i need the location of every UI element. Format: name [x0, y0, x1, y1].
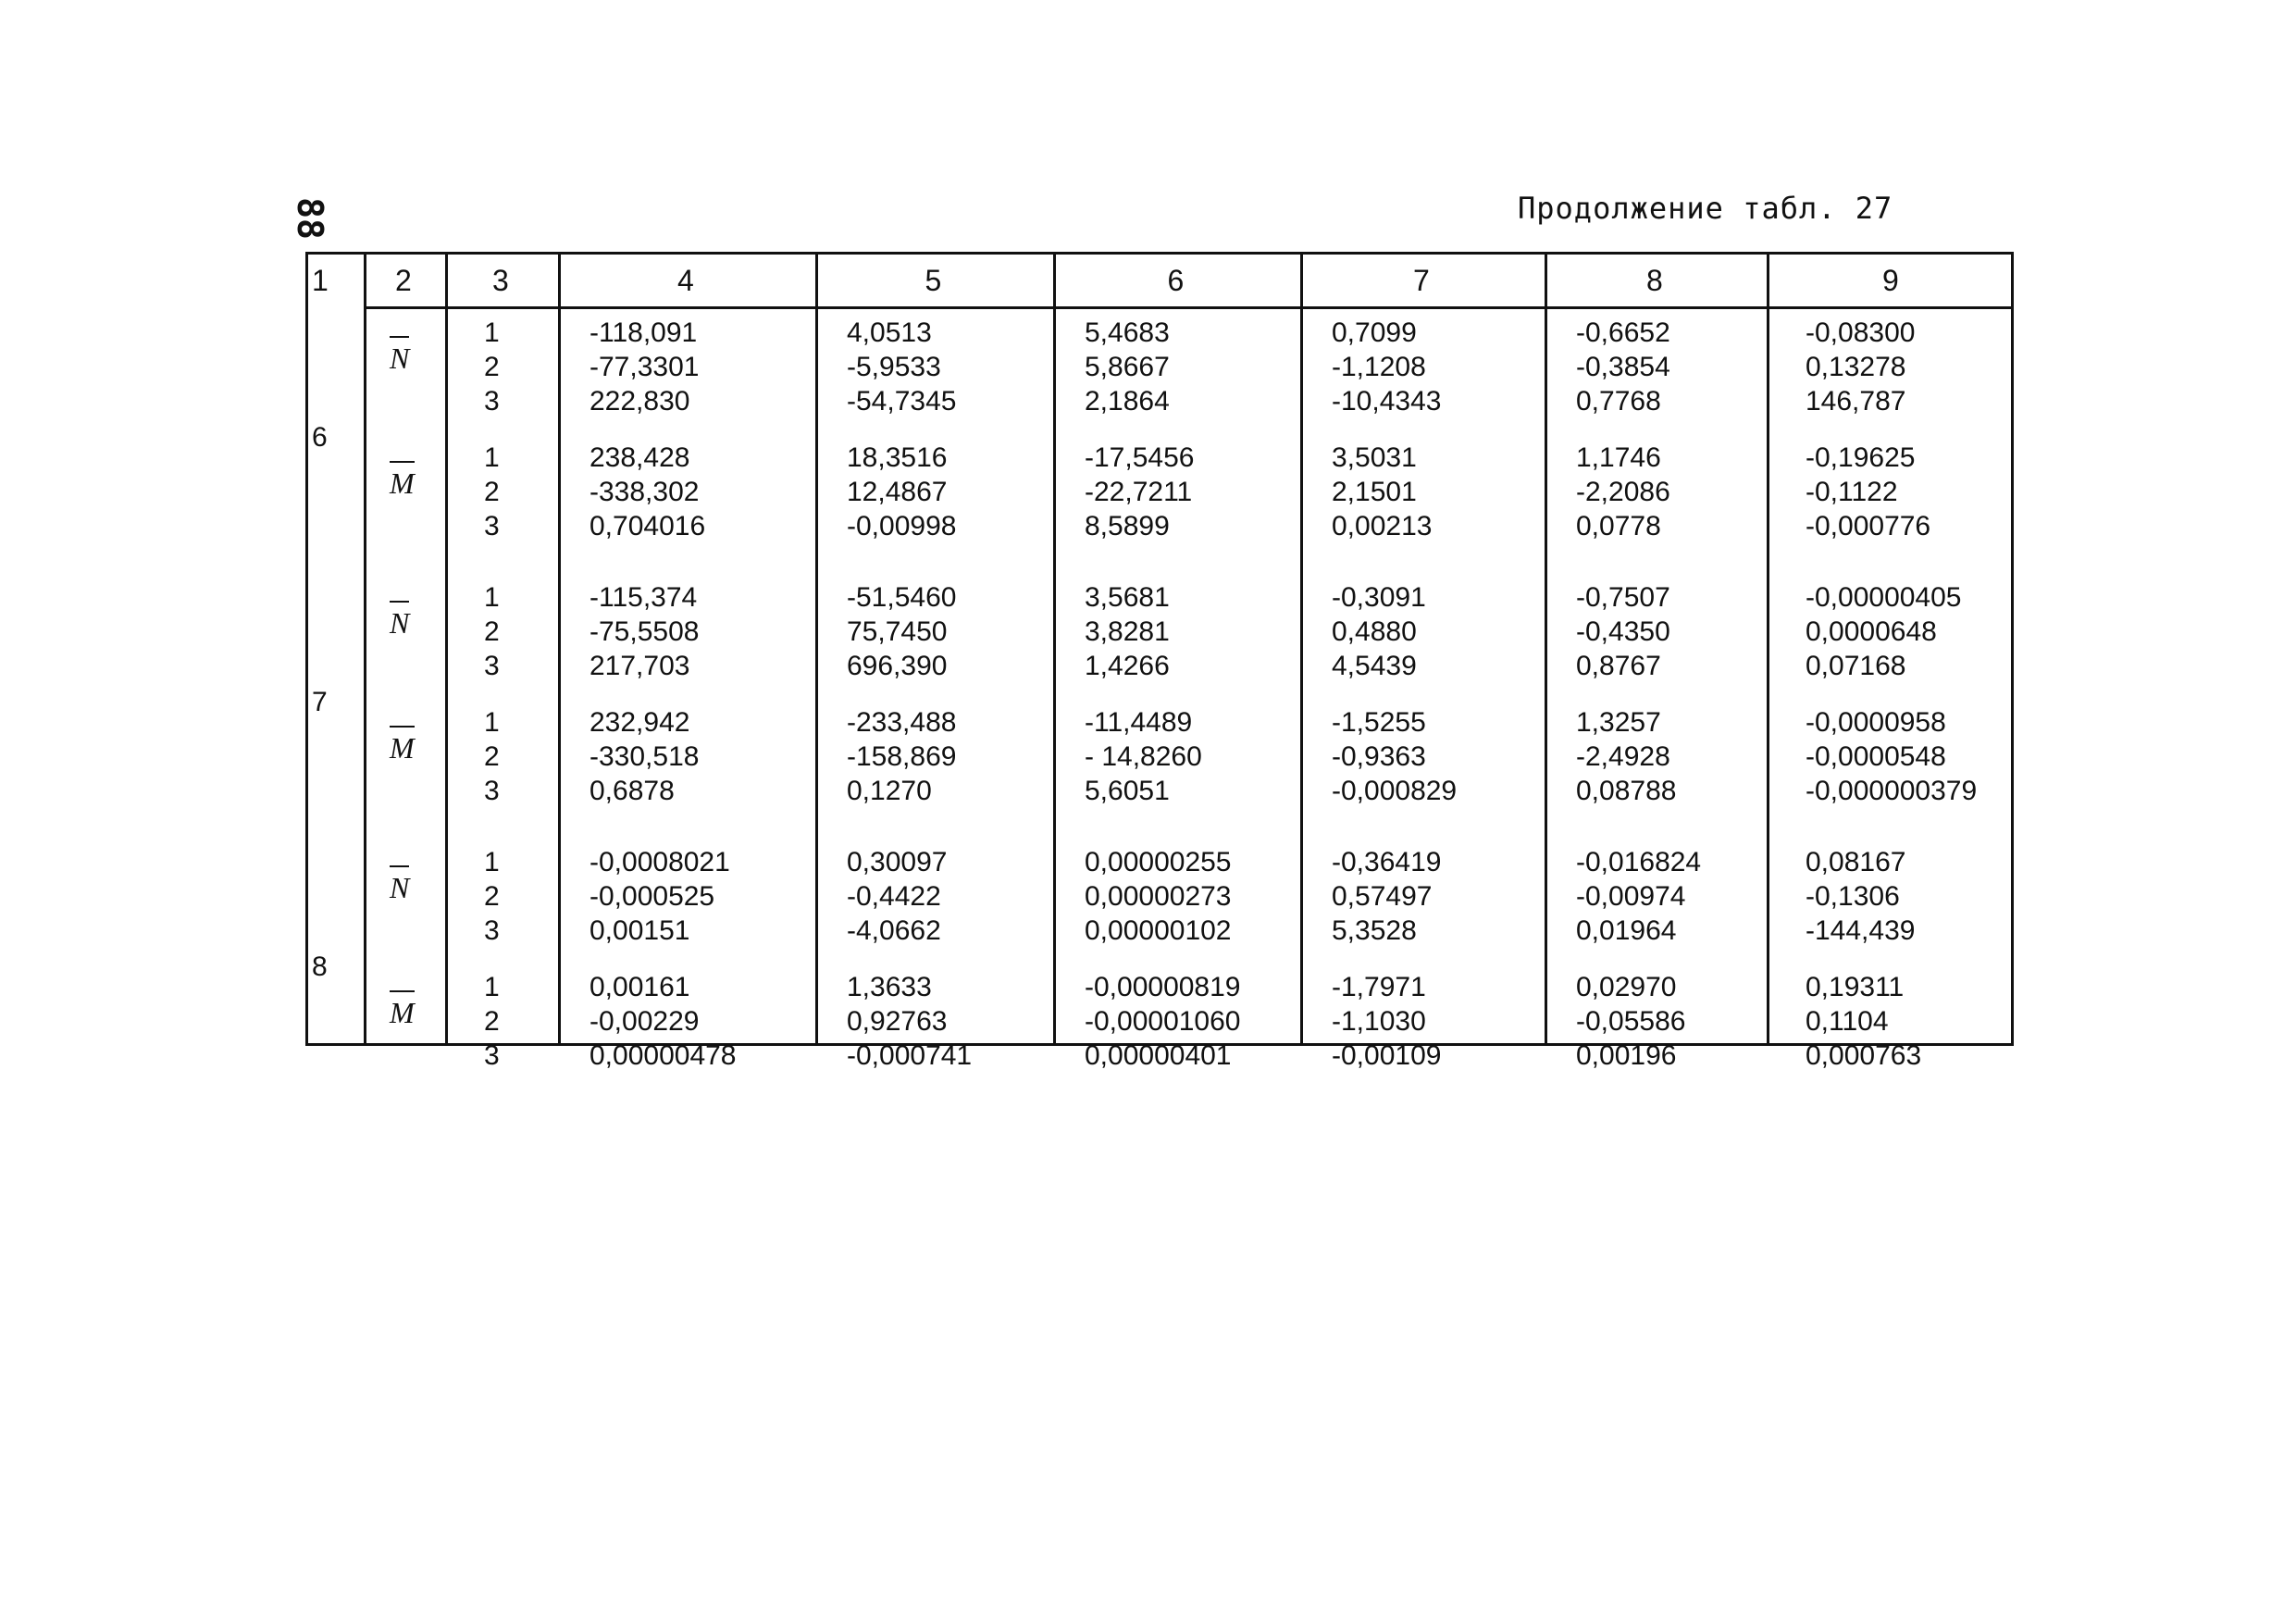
table-cell: 0,02970 — [1576, 972, 1677, 1002]
overbar — [390, 461, 415, 463]
table-cell: -0,000525 — [590, 881, 715, 912]
table-cell: -1,7971 — [1332, 972, 1426, 1002]
table-cell: -0,05586 — [1576, 1006, 1686, 1037]
table-cell: 0,00000255 — [1085, 847, 1232, 877]
symbol-letter: N — [390, 870, 410, 904]
row-index: 1 — [484, 847, 500, 877]
table-cell: -77,3301 — [590, 352, 700, 382]
table-cell: -0,016824 — [1576, 847, 1702, 877]
row-index: 1 — [484, 707, 500, 738]
table-cell: -0,4422 — [847, 881, 941, 912]
table-cell: -0,00000819 — [1085, 972, 1241, 1002]
table-cell: -0,4350 — [1576, 616, 1670, 647]
column-divider — [364, 255, 366, 1043]
table-cell: -1,1208 — [1332, 352, 1426, 382]
table-cell: 75,7450 — [847, 616, 948, 647]
table-cell: -0,00109 — [1332, 1040, 1442, 1071]
column-header-5: 5 — [925, 264, 942, 297]
table-cell: 696,390 — [847, 651, 948, 681]
table-cell: -0,000741 — [847, 1040, 973, 1071]
symbol-m-bar — [390, 996, 415, 1030]
table-cell: -0,000829 — [1332, 776, 1458, 806]
table-cell: -0,000000379 — [1806, 776, 1978, 806]
table-cell: 0,00000102 — [1085, 915, 1232, 946]
table-cell: -0,6652 — [1576, 317, 1670, 348]
symbol-n-bar — [390, 342, 409, 376]
column-divider — [1053, 255, 1056, 1043]
row-index: 1 — [484, 582, 500, 613]
table-cell: -0,36419 — [1332, 847, 1442, 877]
table-cell: 0,00161 — [590, 972, 690, 1002]
overbar — [390, 336, 409, 338]
table-cell: 0,7768 — [1576, 386, 1661, 417]
table-cell: -0,0000958 — [1806, 707, 1946, 738]
column-divider — [558, 255, 561, 1043]
symbol-letter: N — [390, 605, 410, 640]
table-cell: -75,5508 — [590, 616, 700, 647]
table-cell: -2,2086 — [1576, 477, 1670, 507]
table-cell: 0,57497 — [1332, 881, 1433, 912]
table-cell: 5,8667 — [1085, 352, 1170, 382]
symbol-n-bar — [390, 871, 409, 905]
row-index: 2 — [484, 477, 500, 507]
overbar — [390, 865, 409, 867]
column-divider — [1545, 255, 1547, 1043]
column-divider — [445, 255, 448, 1043]
table-cell: -0,00974 — [1576, 881, 1686, 912]
row-index: 3 — [484, 1040, 500, 1071]
table-cell: 4,5439 — [1332, 651, 1417, 681]
table-cell: - 14,8260 — [1085, 741, 1202, 772]
column-header-3: 3 — [492, 264, 509, 297]
row-index: 3 — [484, 386, 500, 417]
symbol-n-bar — [390, 606, 409, 641]
table-cell: 3,5681 — [1085, 582, 1170, 613]
row-index: 1 — [484, 442, 500, 473]
overbar — [390, 990, 415, 992]
column-header-1: 1 — [312, 264, 329, 297]
column-header-4: 4 — [677, 264, 694, 297]
symbol-m-bar — [390, 466, 415, 501]
table-continuation-caption: Продолжение табл. 27 — [1518, 191, 1893, 226]
symbol-letter: M — [390, 466, 415, 500]
table-cell: 238,428 — [590, 442, 690, 473]
page-number: 88 — [289, 197, 330, 240]
symbol-letter: M — [390, 995, 415, 1029]
table-cell: 0,7099 — [1332, 317, 1417, 348]
table-cell: 0,08788 — [1576, 776, 1677, 806]
table-cell: 0,01964 — [1576, 915, 1677, 946]
table-cell: 2,1864 — [1085, 386, 1170, 417]
row-index: 2 — [484, 352, 500, 382]
table-cell: -5,9533 — [847, 352, 941, 382]
table-cell: -0,000776 — [1806, 511, 1931, 541]
table-cell: -0,1306 — [1806, 881, 1900, 912]
table-cell: 0,00151 — [590, 915, 690, 946]
table-cell: 3,5031 — [1332, 442, 1417, 473]
table-cell: 146,787 — [1806, 386, 1906, 417]
table-cell: -0,3091 — [1332, 582, 1426, 613]
data-table — [305, 252, 2014, 1071]
table-cell: -1,1030 — [1332, 1006, 1426, 1037]
row-index: 1 — [484, 972, 500, 1002]
table-cell: -2,4928 — [1576, 741, 1670, 772]
table-cell: -22,7211 — [1085, 477, 1193, 507]
table-cell: -54,7345 — [847, 386, 957, 417]
table-cell: 5,4683 — [1085, 317, 1170, 348]
table-cell: 1,3633 — [847, 972, 932, 1002]
table-cell: 8,5899 — [1085, 511, 1170, 541]
table-cell: 0,0000648 — [1806, 616, 1937, 647]
table-cell: -158,869 — [847, 741, 957, 772]
table-cell: -17,5456 — [1085, 442, 1195, 473]
table-cell: 0,07168 — [1806, 651, 1906, 681]
column-header-9: 9 — [1882, 264, 1899, 297]
table-cell: 1,1746 — [1576, 442, 1661, 473]
table-cell: 2,1501 — [1332, 477, 1417, 507]
table-cell: 0,00213 — [1332, 511, 1433, 541]
table-cell: -0,00229 — [590, 1006, 700, 1037]
table-cell: 12,4867 — [847, 477, 948, 507]
table-cell: 0,1270 — [847, 776, 932, 806]
table-cell: 217,703 — [590, 651, 690, 681]
table-cell: -233,488 — [847, 707, 957, 738]
table-cell: 0,6878 — [590, 776, 675, 806]
row-index: 2 — [484, 881, 500, 912]
table-cell: -118,091 — [590, 317, 698, 348]
table-cell: 0,704016 — [590, 511, 706, 541]
table-cell: 0,08167 — [1806, 847, 1906, 877]
column-divider — [1767, 255, 1769, 1043]
table-cell: -0,0008021 — [590, 847, 730, 877]
table-cell: 3,8281 — [1085, 616, 1170, 647]
overbar — [390, 726, 415, 728]
table-cell: 0,1104 — [1806, 1006, 1889, 1037]
table-cell: 232,942 — [590, 707, 690, 738]
row-index: 3 — [484, 776, 500, 806]
overbar — [390, 601, 409, 603]
table-cell: 0,92763 — [847, 1006, 948, 1037]
table-cell: 0,30097 — [847, 847, 948, 877]
table-cell: 0,00000401 — [1085, 1040, 1232, 1071]
table-cell: -330,518 — [590, 741, 700, 772]
column-header-7: 7 — [1413, 264, 1430, 297]
column-header-8: 8 — [1646, 264, 1663, 297]
table-cell: -11,4489 — [1085, 707, 1193, 738]
table-cell: -144,439 — [1806, 915, 1916, 946]
table-cell: -0,19625 — [1806, 442, 1916, 473]
table-cell: 0,19311 — [1806, 972, 1905, 1002]
table-cell: -0,00001060 — [1085, 1006, 1241, 1037]
table-cell: -0,1122 — [1806, 477, 1898, 507]
table-cell: 0,8767 — [1576, 651, 1661, 681]
symbol-m-bar — [390, 731, 415, 765]
table-cell: -51,5460 — [847, 582, 957, 613]
group-label: 6 — [312, 422, 328, 453]
group-label: 8 — [312, 952, 328, 982]
table-cell: 5,6051 — [1085, 776, 1170, 806]
table-cell: -0,0000548 — [1806, 741, 1946, 772]
row-index: 2 — [484, 616, 500, 647]
table-cell: -1,5255 — [1332, 707, 1426, 738]
group-label: 7 — [312, 687, 328, 717]
table-cell: -4,0662 — [847, 915, 941, 946]
table-cell: 0,4880 — [1332, 616, 1417, 647]
table-cell: 1,4266 — [1085, 651, 1170, 681]
header-divider — [364, 306, 2011, 309]
table-cell: 1,3257 — [1576, 707, 1661, 738]
column-divider — [815, 255, 818, 1043]
row-index: 2 — [484, 741, 500, 772]
table-cell: 0,00000478 — [590, 1040, 737, 1071]
row-index: 2 — [484, 1006, 500, 1037]
symbol-letter: M — [390, 730, 415, 765]
table-cell: 18,3516 — [847, 442, 948, 473]
table-cell: 0,0778 — [1576, 511, 1661, 541]
table-cell: -10,4343 — [1332, 386, 1442, 417]
table-cell: 0,13278 — [1806, 352, 1906, 382]
table-cell: 0,000763 — [1806, 1040, 1922, 1071]
table-cell: -0,00998 — [847, 511, 957, 541]
table-cell: -0,00000405 — [1806, 582, 1962, 613]
table-cell: 222,830 — [590, 386, 690, 417]
row-index: 3 — [484, 915, 500, 946]
table-cell: -0,7507 — [1576, 582, 1670, 613]
row-index: 1 — [484, 317, 500, 348]
table-cell: 4,0513 — [847, 317, 932, 348]
column-header-6: 6 — [1167, 264, 1185, 297]
table-cell: 0,00196 — [1576, 1040, 1677, 1071]
table-cell: -0,9363 — [1332, 741, 1426, 772]
table-cell: 0,00000273 — [1085, 881, 1232, 912]
column-divider — [1300, 255, 1303, 1043]
table-cell: -0,3854 — [1576, 352, 1670, 382]
row-index: 3 — [484, 511, 500, 541]
row-index: 3 — [484, 651, 500, 681]
column-header-2: 2 — [395, 264, 412, 297]
symbol-letter: N — [390, 341, 410, 375]
table-cell: -338,302 — [590, 477, 700, 507]
table-cell: -0,08300 — [1806, 317, 1916, 348]
table-cell: -115,374 — [590, 582, 698, 613]
table-cell: 5,3528 — [1332, 915, 1417, 946]
